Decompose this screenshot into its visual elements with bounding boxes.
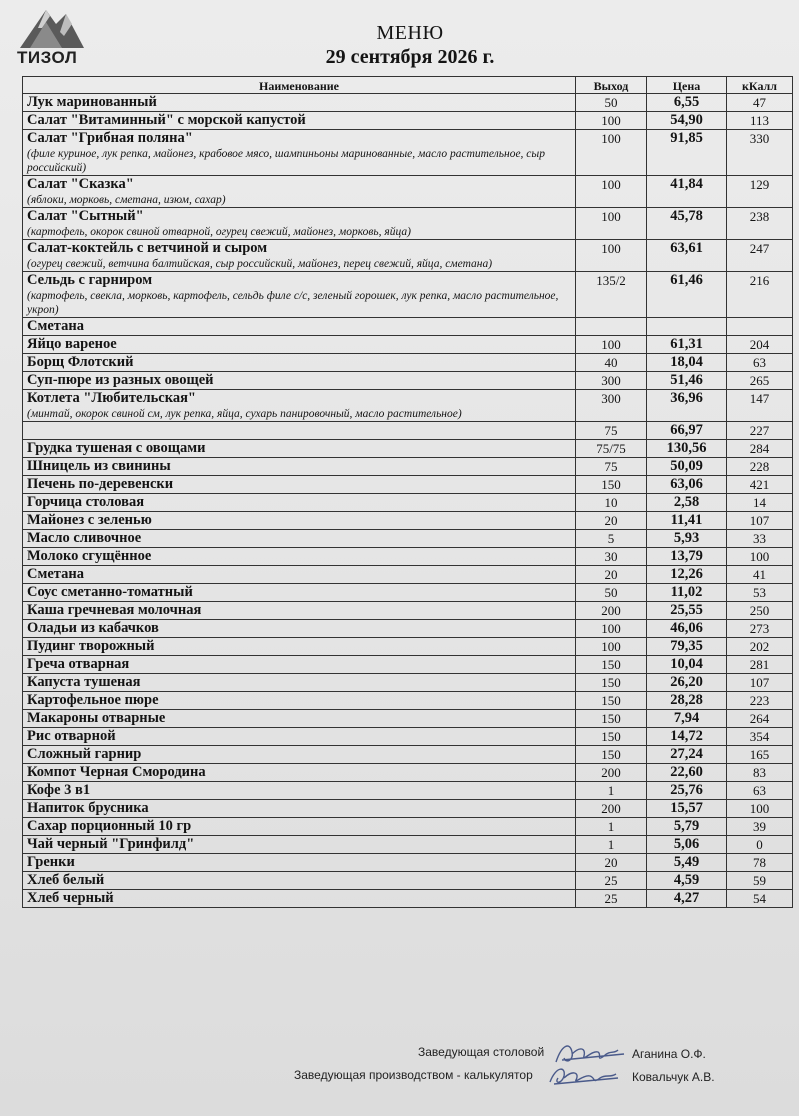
- dish-cell: [23, 638, 576, 656]
- output-cell: 50: [576, 94, 647, 112]
- menu-row: [23, 318, 793, 336]
- menu-row: [23, 656, 793, 674]
- production-label: Заведующая производством - калькулятор: [294, 1068, 533, 1082]
- company-logo: [16, 6, 88, 67]
- dish-cell: [23, 354, 576, 372]
- price-cell: 11,41: [647, 512, 727, 530]
- dish-cell: [23, 872, 576, 890]
- dish-cell: [23, 458, 576, 476]
- dish-cell: [23, 800, 576, 818]
- menu-row: [23, 530, 793, 548]
- price-cell: 130,56: [647, 440, 727, 458]
- output-cell: [576, 318, 647, 336]
- dish-name: Соус сметанно-томатный: [27, 584, 193, 600]
- output-cell: 150: [576, 656, 647, 674]
- menu-header-row: [23, 77, 793, 94]
- dish-cell: [23, 494, 576, 512]
- kcal-cell: 0: [727, 836, 793, 854]
- price-cell: 18,04: [647, 354, 727, 372]
- dish-cell: [23, 130, 576, 176]
- price-cell: 5,79: [647, 818, 727, 836]
- dish-name: Масло сливочное: [27, 530, 142, 546]
- menu-row: [23, 620, 793, 638]
- dish-name: Напиток брусника: [27, 800, 149, 816]
- price-cell: 5,06: [647, 836, 727, 854]
- menu-row: [23, 584, 793, 602]
- output-cell: 10: [576, 494, 647, 512]
- price-cell: 63,06: [647, 476, 727, 494]
- kcal-cell: 147: [727, 390, 793, 422]
- output-cell: 200: [576, 602, 647, 620]
- dish-name: Каша гречневая молочная: [27, 602, 202, 618]
- menu-row: [23, 764, 793, 782]
- menu-row: [23, 494, 793, 512]
- menu-row: [23, 354, 793, 372]
- kcal-cell: 107: [727, 674, 793, 692]
- menu-row: [23, 548, 793, 566]
- output-cell: 20: [576, 854, 647, 872]
- dish-cell: [23, 854, 576, 872]
- dish-name: Оладьи из кабачков: [27, 620, 159, 636]
- dish-name: Суп-пюре из разных овощей: [27, 372, 214, 388]
- kcal-cell: 165: [727, 746, 793, 764]
- menu-row: [23, 728, 793, 746]
- menu-row: [23, 476, 793, 494]
- dish-name: Сметана: [27, 318, 84, 334]
- kcal-cell: 53: [727, 584, 793, 602]
- output-cell: 30: [576, 548, 647, 566]
- kcal-cell: 33: [727, 530, 793, 548]
- dish-description: (яблоки, морковь, сметана, изюм, сахар): [27, 194, 226, 206]
- price-cell: 36,96: [647, 390, 727, 422]
- price-cell: 54,90: [647, 112, 727, 130]
- menu-row: [23, 638, 793, 656]
- dish-name: Салат "Сказка": [27, 176, 134, 192]
- kcal-cell: 250: [727, 602, 793, 620]
- price-cell: 15,57: [647, 800, 727, 818]
- output-cell: 25: [576, 890, 647, 908]
- menu-row: [23, 818, 793, 836]
- dish-cell: [23, 890, 576, 908]
- logo-mountain-icon: [16, 6, 88, 50]
- output-cell: 75: [576, 422, 647, 440]
- menu-row: [23, 94, 793, 112]
- kcal-cell: 107: [727, 512, 793, 530]
- price-cell: 4,27: [647, 890, 727, 908]
- output-cell: 20: [576, 512, 647, 530]
- dish-name: Салат "Сытный": [27, 208, 144, 224]
- price-cell: 61,46: [647, 272, 727, 318]
- dish-name: Сельдь с гарниром: [27, 272, 153, 288]
- output-cell: 150: [576, 728, 647, 746]
- menu-row: [23, 512, 793, 530]
- kcal-cell: 228: [727, 458, 793, 476]
- output-cell: 20: [576, 566, 647, 584]
- menu-row: [23, 240, 793, 272]
- output-cell: 5: [576, 530, 647, 548]
- kcal-cell: 238: [727, 208, 793, 240]
- menu-row: [23, 176, 793, 208]
- menu-row: [23, 782, 793, 800]
- dish-name: Рис отварной: [27, 728, 116, 744]
- output-cell: 150: [576, 476, 647, 494]
- kcal-cell: 100: [727, 800, 793, 818]
- kcal-cell: 202: [727, 638, 793, 656]
- price-cell: 79,35: [647, 638, 727, 656]
- kcal-cell: 83: [727, 764, 793, 782]
- dish-cell: [23, 782, 576, 800]
- dish-name: Капуста тушеная: [27, 674, 141, 690]
- price-cell: 4,59: [647, 872, 727, 890]
- kcal-cell: [727, 318, 793, 336]
- price-cell: 61,31: [647, 336, 727, 354]
- dish-name: Кофе 3 в1: [27, 782, 91, 798]
- dish-name: Чай черный "Гринфилд": [27, 836, 195, 852]
- dish-name: Хлеб черный: [27, 890, 114, 906]
- dish-name: Шницель из свинины: [27, 458, 171, 474]
- output-cell: 150: [576, 674, 647, 692]
- footer-production: [0, 1062, 799, 1092]
- dish-name: Салат "Витаминный" с морской капустой: [27, 112, 306, 128]
- output-cell: 100: [576, 336, 647, 354]
- dish-cell: [23, 620, 576, 638]
- kcal-cell: 59: [727, 872, 793, 890]
- kcal-cell: 63: [727, 782, 793, 800]
- kcal-cell: 264: [727, 710, 793, 728]
- menu-table: [22, 76, 793, 908]
- menu-row: [23, 800, 793, 818]
- price-cell: 26,20: [647, 674, 727, 692]
- dish-description: (картофель, свекла, морковь, картофель, сельдь филе с/с, зеленый горошек, лук репка, масло растительное, укроп): [27, 290, 559, 316]
- menu-row: [23, 836, 793, 854]
- kcal-cell: 129: [727, 176, 793, 208]
- kcal-cell: 100: [727, 548, 793, 566]
- kcal-cell: 421: [727, 476, 793, 494]
- menu-row: [23, 692, 793, 710]
- dish-cell: [23, 584, 576, 602]
- kcal-cell: 14: [727, 494, 793, 512]
- menu-date: 29 сентября 2026 г.: [325, 46, 495, 68]
- output-cell: 1: [576, 836, 647, 854]
- menu-row: [23, 710, 793, 728]
- price-cell: 45,78: [647, 208, 727, 240]
- price-cell: 2,58: [647, 494, 727, 512]
- output-cell: 100: [576, 130, 647, 176]
- dish-description: (минтай, окорок свиной см, лук репка, яйца, сухарь панировочный, масло растительное): [27, 408, 462, 420]
- dish-description: (картофель, окорок свиной отварной, огурец свежий, майонез, морковь, яйца): [27, 226, 411, 238]
- dish-name: Молоко сгущённое: [27, 548, 152, 564]
- dish-cell: [23, 440, 576, 458]
- dish-name: Сметана: [27, 566, 84, 582]
- price-cell: [647, 318, 727, 336]
- dish-cell: [23, 566, 576, 584]
- price-cell: 10,04: [647, 656, 727, 674]
- signature-mark: [546, 1062, 622, 1090]
- kcal-cell: 265: [727, 372, 793, 390]
- price-cell: 5,93: [647, 530, 727, 548]
- output-cell: 1: [576, 818, 647, 836]
- manager-name: Аганина О.Ф.: [632, 1047, 706, 1061]
- menu-row: [23, 372, 793, 390]
- output-cell: 150: [576, 692, 647, 710]
- dish-cell: [23, 602, 576, 620]
- output-cell: 1: [576, 782, 647, 800]
- dish-cell: [23, 746, 576, 764]
- kcal-cell: 273: [727, 620, 793, 638]
- kcal-cell: 281: [727, 656, 793, 674]
- dish-name: Греча отварная: [27, 656, 130, 672]
- dish-cell: [23, 818, 576, 836]
- column-header-price: Цена: [647, 77, 727, 94]
- dish-description: (огурец свежий, ветчина балтийская, сыр российский, майонез, перец свежий, яйца, сметана): [27, 258, 493, 270]
- dish-name: Пудинг творожный: [27, 638, 155, 654]
- dish-name: Сахар порционный 10 гр: [27, 818, 192, 834]
- menu-row: [23, 422, 793, 440]
- output-cell: 150: [576, 746, 647, 764]
- price-cell: 14,72: [647, 728, 727, 746]
- price-cell: 91,85: [647, 130, 727, 176]
- menu-row: [23, 130, 793, 176]
- menu-row: [23, 458, 793, 476]
- menu-row: [23, 272, 793, 318]
- menu-row: [23, 336, 793, 354]
- output-cell: 300: [576, 372, 647, 390]
- kcal-cell: 41: [727, 566, 793, 584]
- logo-text: ТИЗОЛ: [17, 48, 78, 67]
- menu-row: [23, 872, 793, 890]
- output-cell: 25: [576, 872, 647, 890]
- price-cell: 46,06: [647, 620, 727, 638]
- output-cell: 75: [576, 458, 647, 476]
- price-cell: 22,60: [647, 764, 727, 782]
- output-cell: 200: [576, 764, 647, 782]
- price-cell: 13,79: [647, 548, 727, 566]
- kcal-cell: 113: [727, 112, 793, 130]
- kcal-cell: 39: [727, 818, 793, 836]
- dish-cell: [23, 422, 576, 440]
- dish-cell: [23, 530, 576, 548]
- kcal-cell: 227: [727, 422, 793, 440]
- dish-description: (филе куриное, лук репка, майонез, крабовое мясо, шампиньоны маринованные, масло растительное, сыр российский): [27, 148, 545, 174]
- dish-cell: [23, 728, 576, 746]
- price-cell: 7,94: [647, 710, 727, 728]
- dish-name: Лук маринованный: [27, 94, 157, 110]
- kcal-cell: 63: [727, 354, 793, 372]
- dish-name: Салат-коктейль с ветчиной и сыром: [27, 240, 268, 256]
- menu-row: [23, 602, 793, 620]
- dish-cell: [23, 240, 576, 272]
- price-cell: 6,55: [647, 94, 727, 112]
- output-cell: 150: [576, 710, 647, 728]
- dish-cell: [23, 512, 576, 530]
- dish-cell: [23, 94, 576, 112]
- dish-cell: [23, 674, 576, 692]
- dish-name: Хлеб белый: [27, 872, 105, 888]
- price-cell: 66,97: [647, 422, 727, 440]
- output-cell: 200: [576, 800, 647, 818]
- output-cell: 100: [576, 240, 647, 272]
- kcal-cell: 216: [727, 272, 793, 318]
- menu-row: [23, 566, 793, 584]
- production-name: Ковальчук А.В.: [632, 1070, 715, 1084]
- menu-row: [23, 890, 793, 908]
- dish-name: Яйцо вареное: [27, 336, 117, 352]
- dish-cell: [23, 836, 576, 854]
- price-cell: 50,09: [647, 458, 727, 476]
- dish-name: Грудка тушеная с овощами: [27, 440, 206, 456]
- output-cell: 75/75: [576, 440, 647, 458]
- kcal-cell: 223: [727, 692, 793, 710]
- dish-name: Салат "Грибная поляна": [27, 130, 193, 146]
- dish-name: Сложный гарнир: [27, 746, 142, 762]
- dish-name: Компот Черная Смородина: [27, 764, 206, 780]
- price-cell: 51,46: [647, 372, 727, 390]
- kcal-cell: 284: [727, 440, 793, 458]
- page-title: МЕНЮ: [376, 22, 444, 44]
- menu-row: [23, 208, 793, 240]
- dish-name: Гренки: [27, 854, 75, 870]
- kcal-cell: 247: [727, 240, 793, 272]
- dish-cell: [23, 710, 576, 728]
- kcal-cell: 78: [727, 854, 793, 872]
- dish-name: Горчица столовая: [27, 494, 145, 510]
- dish-cell: [23, 764, 576, 782]
- kcal-cell: 54: [727, 890, 793, 908]
- dish-name: Печень по-деревенски: [27, 476, 174, 492]
- dish-name: Картофельное пюре: [27, 692, 159, 708]
- menu-row: [23, 390, 793, 422]
- output-cell: 40: [576, 354, 647, 372]
- menu-row: [23, 854, 793, 872]
- price-cell: 5,49: [647, 854, 727, 872]
- price-cell: 11,02: [647, 584, 727, 602]
- menu-row: [23, 440, 793, 458]
- column-header-kcal: кКалл: [727, 77, 793, 94]
- menu-row: [23, 112, 793, 130]
- output-cell: 300: [576, 390, 647, 422]
- output-cell: 100: [576, 112, 647, 130]
- output-cell: 100: [576, 208, 647, 240]
- kcal-cell: 204: [727, 336, 793, 354]
- manager-label: Заведующая столовой: [418, 1045, 545, 1059]
- column-header-name: Наименование: [23, 77, 576, 94]
- dish-name: Майонез с зеленью: [27, 512, 152, 528]
- dish-name: Котлета "Любительская": [27, 390, 196, 406]
- output-cell: 100: [576, 176, 647, 208]
- price-cell: 28,28: [647, 692, 727, 710]
- kcal-cell: 47: [727, 94, 793, 112]
- price-cell: 25,55: [647, 602, 727, 620]
- menu-row: [23, 746, 793, 764]
- price-cell: 12,26: [647, 566, 727, 584]
- dish-cell: [23, 372, 576, 390]
- dish-cell: [23, 548, 576, 566]
- dish-cell: [23, 336, 576, 354]
- price-cell: 63,61: [647, 240, 727, 272]
- kcal-cell: 354: [727, 728, 793, 746]
- output-cell: 135/2: [576, 272, 647, 318]
- dish-cell: [23, 112, 576, 130]
- dish-cell: [23, 390, 576, 422]
- dish-cell: [23, 692, 576, 710]
- price-cell: 41,84: [647, 176, 727, 208]
- output-cell: 50: [576, 584, 647, 602]
- menu-row: [23, 674, 793, 692]
- dish-cell: [23, 208, 576, 240]
- dish-cell: [23, 272, 576, 318]
- dish-name: Борщ Флотский: [27, 354, 134, 370]
- output-cell: 100: [576, 620, 647, 638]
- dish-cell: [23, 176, 576, 208]
- dish-cell: [23, 476, 576, 494]
- dish-cell: [23, 318, 576, 336]
- column-header-output: Выход: [576, 77, 647, 94]
- price-cell: 25,76: [647, 782, 727, 800]
- dish-name: Макароны отварные: [27, 710, 166, 726]
- price-cell: 27,24: [647, 746, 727, 764]
- output-cell: 100: [576, 638, 647, 656]
- dish-cell: [23, 656, 576, 674]
- kcal-cell: 330: [727, 130, 793, 176]
